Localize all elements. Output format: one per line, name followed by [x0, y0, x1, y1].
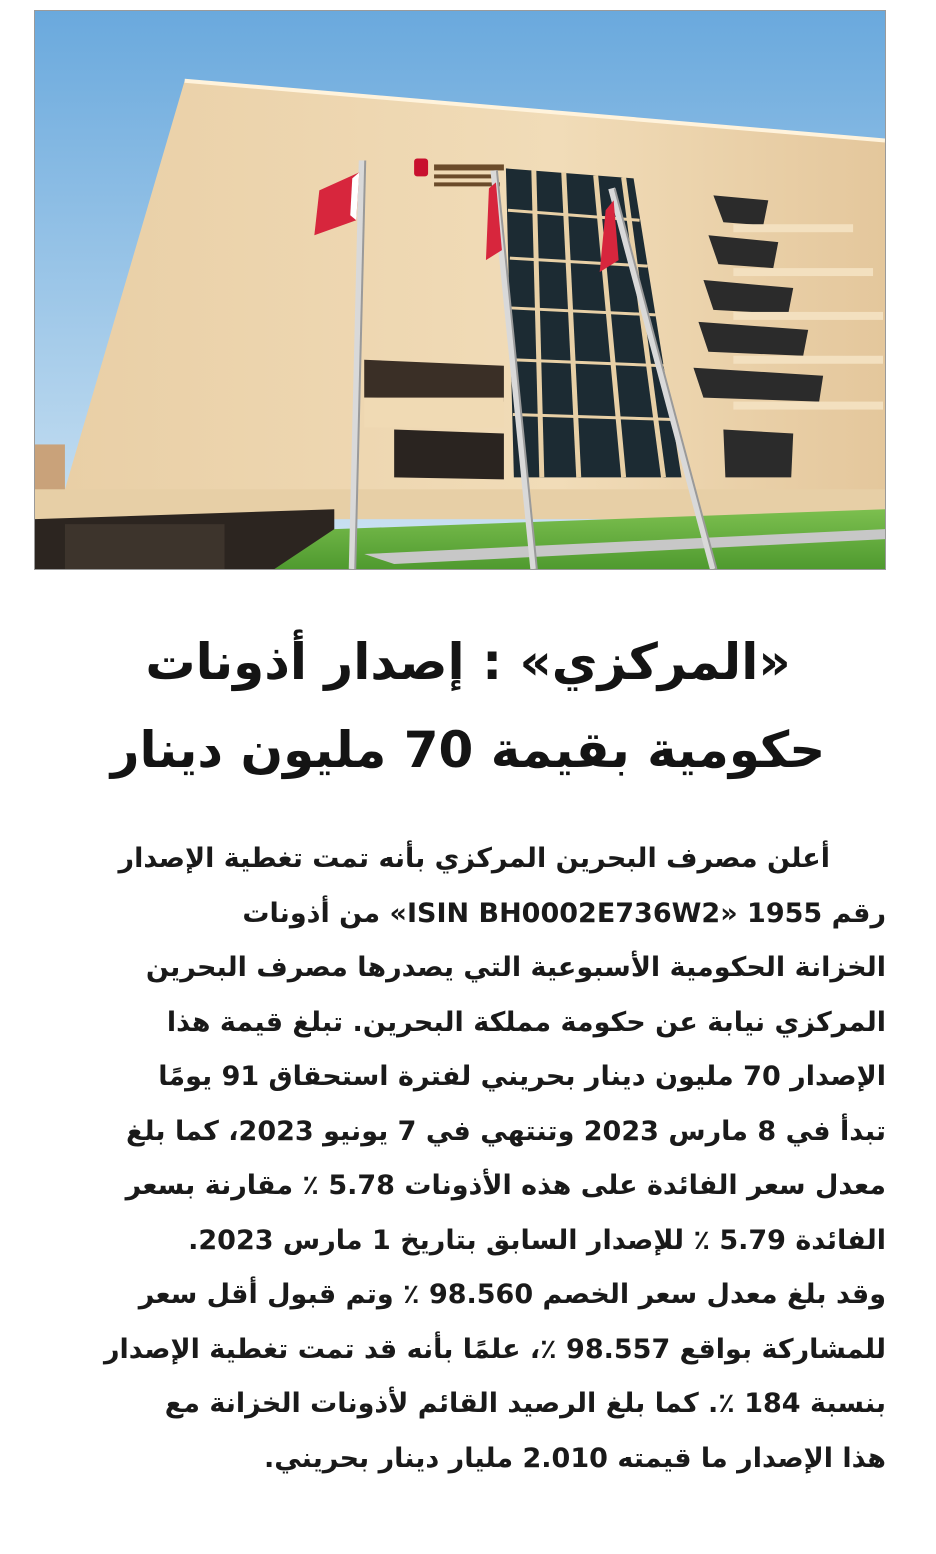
article-line: وقد بلغ معدل سعر الخصم 98.560 ٪ وتم قبول أقل سعر: [138, 1279, 886, 1310]
headline-line-2: حكومية بقيمة 70 مليون دينار: [110, 721, 826, 779]
article-line: الإصدار 70 مليون دينار بحريني لفترة استحقاق 91 يومًا: [158, 1061, 886, 1092]
article-line: الفائدة 5.79 ٪ للإصدار السابق بتاريخ 1 مارس 2023.: [188, 1224, 886, 1256]
article-line: رقم 1955 «ISIN BH0002E736W2» من أذونات: [242, 897, 886, 929]
article-line: المركزي نيابة عن حكومة مملكة البحرين. تبلغ قيمة هذا: [166, 1006, 886, 1038]
article-line: معدل سعر الفائدة على هذه الأذونات 5.78 ٪ مقارنة بسعر: [125, 1170, 886, 1201]
article-line: تبدأ في 8 مارس 2023 وتنتهي في 7 يونيو 2023، كما بلغ: [125, 1115, 886, 1147]
article-line: هذا الإصدار ما قيمته 2.010 مليار دينار بحريني.: [264, 1442, 886, 1474]
article-body: [38, 832, 886, 1486]
article-line: بنسبة 184 ٪. كما بلغ الرصيد القائم لأذونات الخزانة مع: [164, 1388, 886, 1419]
article-line: للمشاركة بواقع 98.557 ٪، علمًا بأنه قد تمت تغطية الإصدار: [104, 1333, 886, 1365]
building-photo: [34, 10, 886, 570]
headline: [60, 618, 876, 794]
headline-line-1: «المركزي» : إصدار أذونات: [145, 633, 791, 691]
article-line: أعلن مصرف البحرين المركزي بأنه تمت تغطية الإصدار: [118, 843, 830, 874]
article-line: الخزانة الحكومية الأسبوعية التي يصدرها مصرف البحرين: [145, 952, 886, 983]
